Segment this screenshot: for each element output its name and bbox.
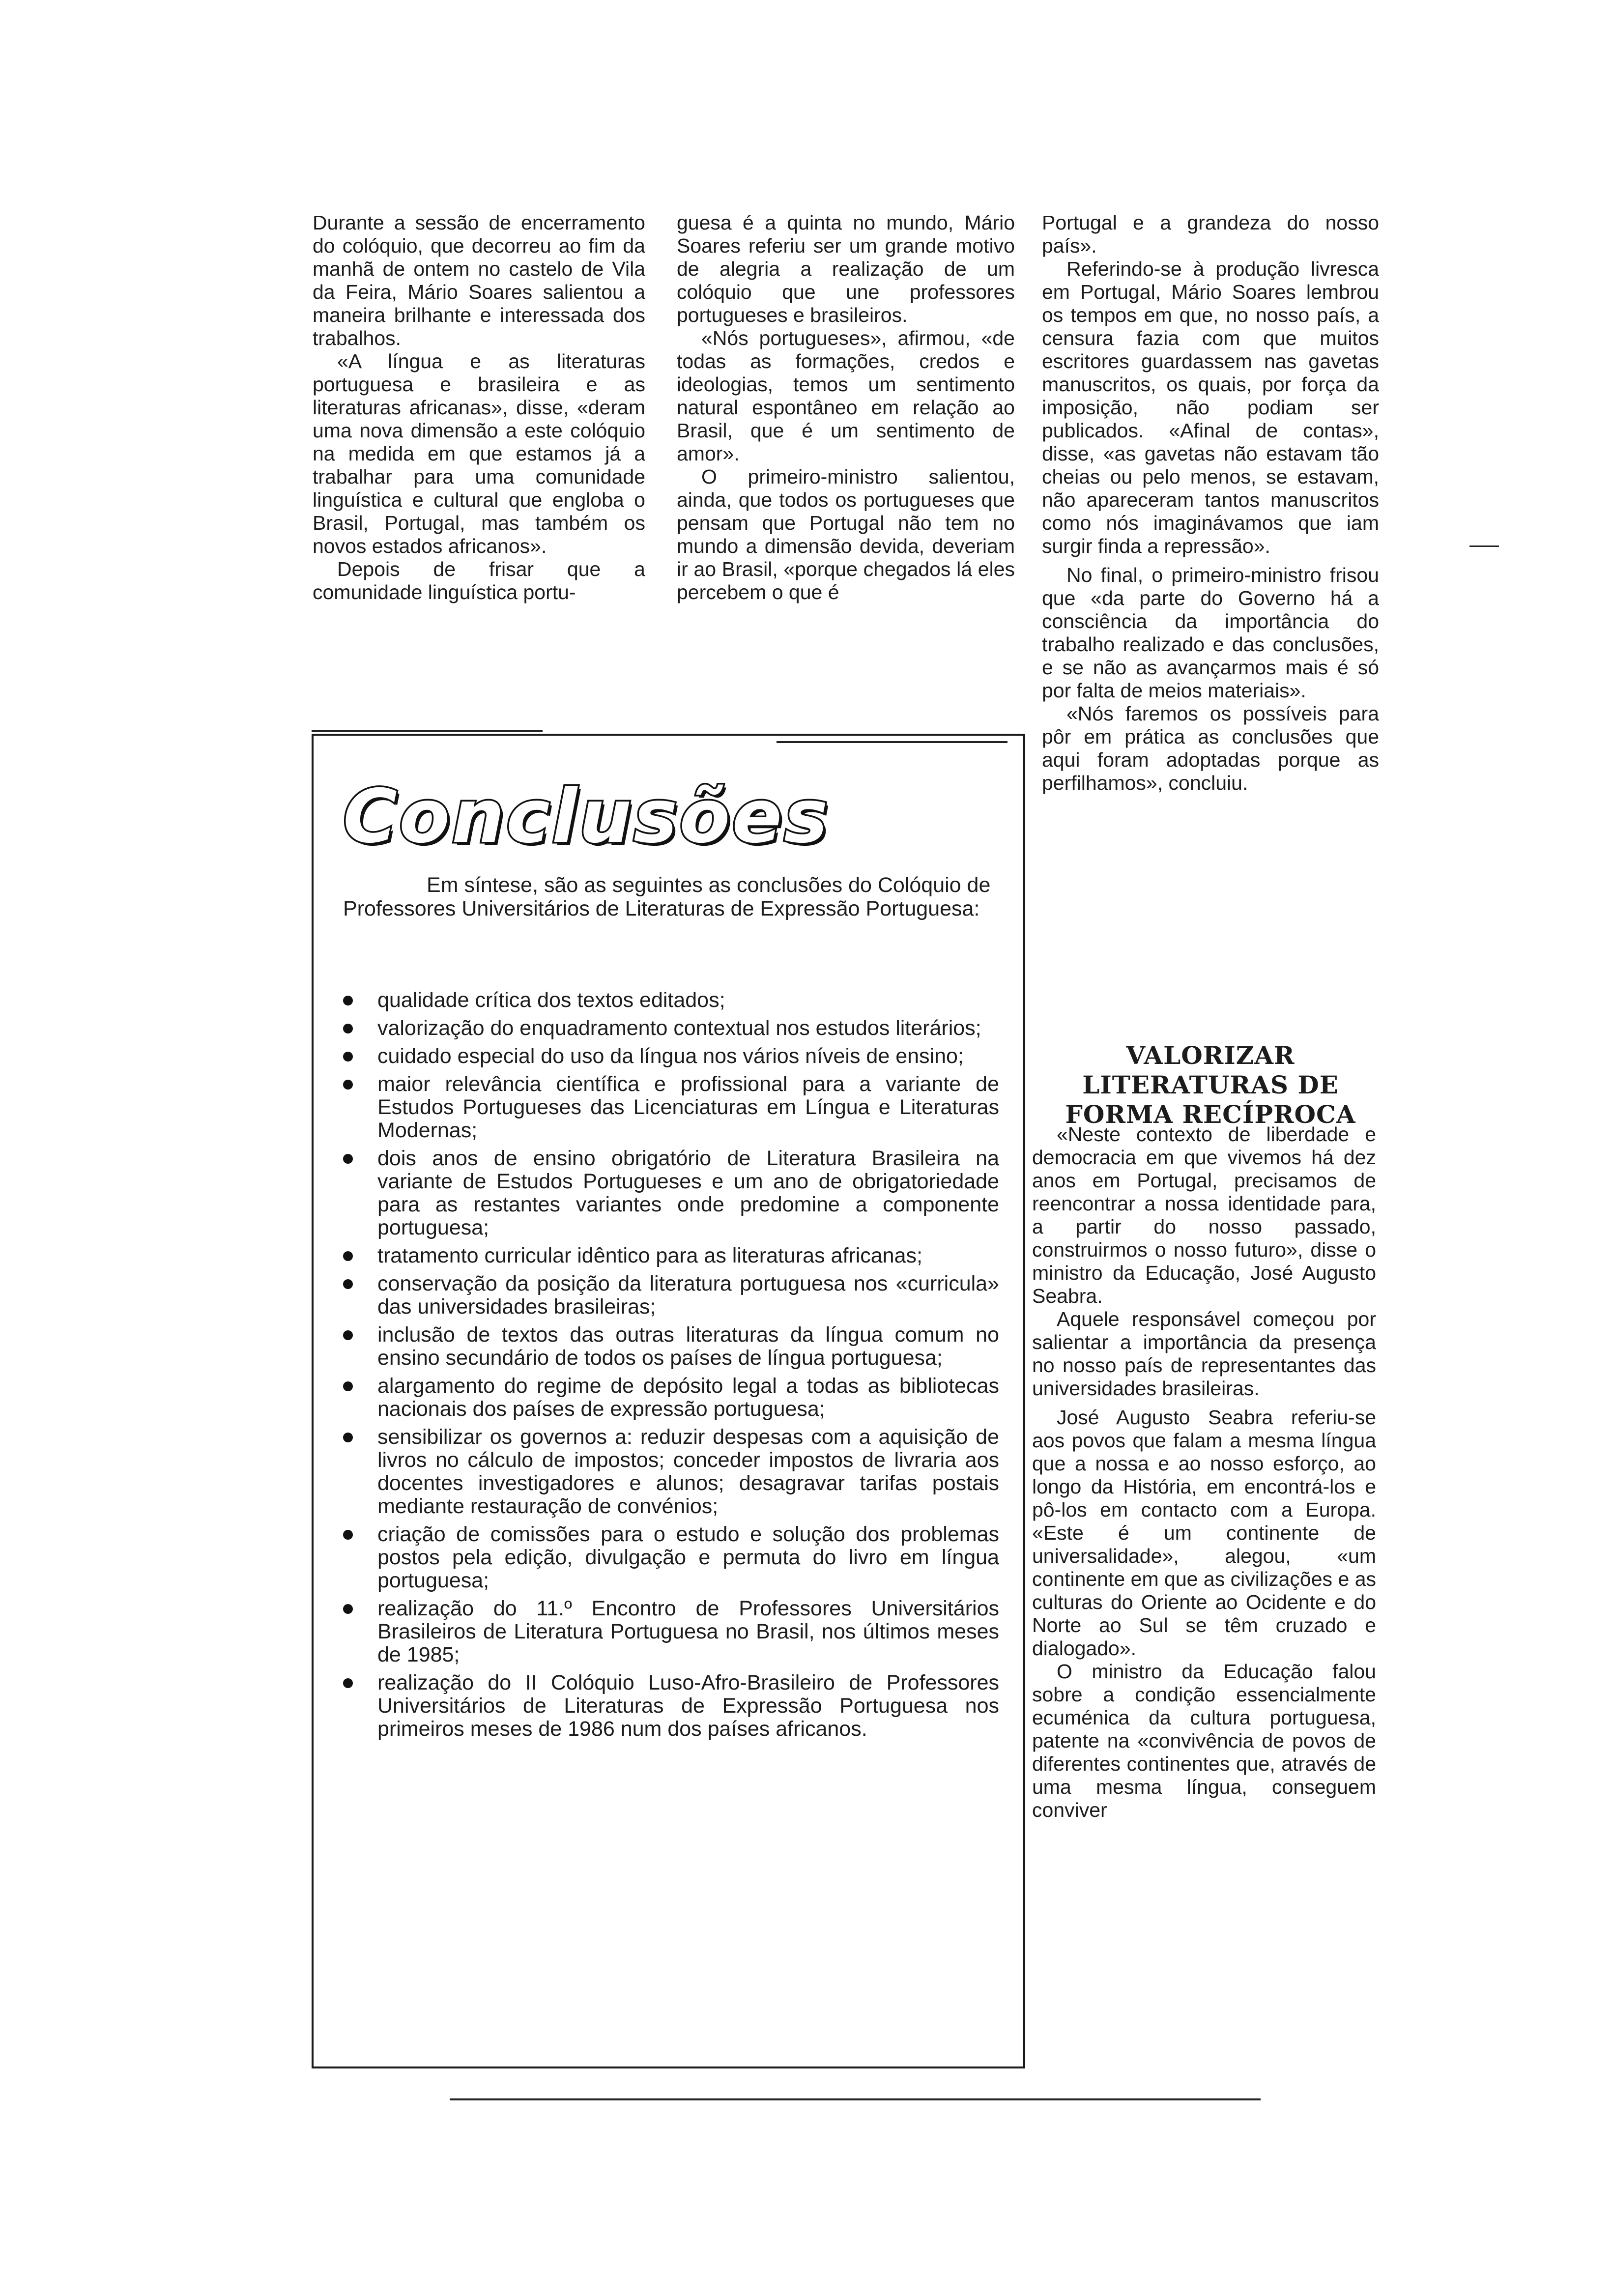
paragraph: «A língua e as literaturas portuguesa e brasileira e as literaturas africanas», disse, «deram uma nova dimensão a este colóquio na medida em que estamos já a trabalhar para uma comunidade linguística e cultural que engloba o Brasil, Portugal, mas também os novos estados africanos». [313, 350, 645, 557]
section-heading: VALORIZAR LITERATURAS DE FORMA RECÍPROCA [1065, 1041, 1356, 1129]
top-rule-right [777, 741, 1008, 743]
bullet-icon [343, 1080, 353, 1090]
list-item: realização do 11.º Encontro de Professores Universitários Brasileiros de Literatura Portuguesa no Brasil, nos últimos meses de 1985; [338, 1597, 999, 1666]
bullet-icon [343, 1251, 353, 1261]
list-item: criação de comissões para o estudo e solução dos problemas postos pela edição, divulgação e permuta do livro em língua portuguesa; [338, 1523, 999, 1592]
paragraph: guesa é a quinta no mundo, Mário Soares referiu ser um grande motivo de alegria a realização de um colóquio que une professores portugueses e brasileiros. [677, 211, 1015, 326]
paragraph: Referindo-se à produção livresca em Portugal, Mário Soares lembrou os tempos em que, no nosso país, a censura fazia com que muitos escritores guardassem nas gavetas manuscritos, os quais, por força da imposição, não podiam ser publicados. «Afinal de contas», disse, «as gavetas não estavam tão cheias ou pelo menos, se estavam, não apareceram tantos manuscritos como nós imaginávamos que iam surgir finda a repressão». [1042, 258, 1379, 557]
list-item: alargamento do regime de depósito legal a todas as bibliotecas nacionais dos países de expressão portuguesa; [338, 1375, 999, 1421]
paragraph: Aquele responsável começou por salientar a importância da presença no nosso país de representantes das universidades brasileiras. [1032, 1308, 1376, 1400]
list-item: sensibilizar os governos a: reduzir despesas com a aquisição de livros no cálculo de impostos; conceder impostos de livraria aos docentes investigadores e alunos; desagravar tarifas postais mediante restauração de convénios; [338, 1426, 999, 1518]
bottom-rule [450, 2098, 1261, 2100]
paragraph: O primeiro-ministro salientou, ainda, que todos os portugueses que pensam que Portugal não tem no mundo a dimensão devida, deveriam ir ao Brasil, «porque chegados lá eles percebem o que é [677, 465, 1015, 603]
list-item: inclusão de textos das outras literaturas da língua comum no ensino secundário de todos os países de língua portuguesa; [338, 1323, 999, 1370]
list-item: tratamento curricular idêntico para as literaturas africanas; [338, 1244, 999, 1267]
bullet-icon [343, 1024, 353, 1033]
conclusions-title: Conclusões [343, 774, 830, 860]
bullet-icon [343, 1154, 353, 1164]
article-column-middle [677, 211, 1015, 604]
list-item: qualidade crítica dos textos editados; [338, 989, 999, 1012]
conclusions-list [338, 989, 999, 1746]
paragraph: «Neste contexto de liberdade e democracia em que vivemos há dez anos em Portugal, precisamos de reencontrar a nossa identidade para, a partir do nosso passado, construirmos o nosso futuro», disse o ministro da Educação, José Augusto Seabra. [1032, 1123, 1376, 1307]
bullet-icon [343, 1052, 353, 1062]
paragraph: O ministro da Educação falou sobre a condição essencialmente ecuménica da cultura portuguesa, patente na «convivência de povos de diferentes continentes que, através de uma mesma língua, conseguem conviver [1032, 1660, 1376, 1821]
paragraph: José Augusto Seabra referiu-se aos povos que falam a mesma língua que a nossa e ao nosso esforço, ao longo da História, em encontrá-los e pô-los em contacto com a Europa. «Este é um continente de universalidade», alegou, «um continente em que as civilizações e as culturas do Oriente ao Ocidente e do Norte ao Sul se têm cruzado e dialogado». [1032, 1406, 1376, 1660]
bullet-icon [343, 1330, 353, 1340]
bullet-icon [343, 1604, 353, 1614]
bullet-icon [343, 1279, 353, 1289]
paragraph: Portugal e a grandeza do nosso país». [1042, 211, 1379, 257]
conclusions-intro: Em síntese, são as seguintes as conclusões do Colóquio de Professores Universitários de Literaturas de Expressão Portuguesa: [343, 873, 991, 920]
bullet-icon [343, 1433, 353, 1442]
list-item: conservação da posição da literatura portuguesa nos «curricula» das universidades brasileiras; [338, 1272, 999, 1319]
bullet-icon [343, 996, 353, 1005]
bullet-icon [343, 1530, 353, 1540]
paragraph: «Nós faremos os possíveis para pôr em prática as conclusões que aqui foram adoptadas porque as perfilhamos», concluiu. [1042, 702, 1379, 794]
paragraph: Durante a sessão de encerramento do colóquio, que decorreu ao fim da manhã de ontem no castelo de Vila da Feira, Mário Soares salientou a maneira brilhante e interessada dos trabalhos. [313, 211, 645, 349]
list-item: dois anos de ensino obrigatório de Literatura Brasileira na variante de Estudos Portugueses e um ano de obrigatoriedade para as restantes variantes onde predomine a componente portuguesa; [338, 1147, 999, 1239]
paragraph: No final, o primeiro-ministro frisou que «da parte do Governo há a consciência da importância do trabalho realizado e das conclusões, e se não as avançarmos mais é só por falta de meios materiais». [1042, 564, 1379, 702]
top-rule-left [312, 730, 543, 732]
conclusions-box [312, 734, 1025, 2068]
article-column-right-lower [1032, 1123, 1376, 1822]
paragraph: Depois de frisar que a comunidade linguística portu- [313, 558, 645, 603]
list-item: cuidado especial do uso da língua nos vários níveis de ensino; [338, 1045, 999, 1068]
margin-dash [1469, 545, 1499, 547]
list-item: maior relevância científica e profissional para a variante de Estudos Portugueses das Licenciaturas em Língua e Literaturas Modernas; [338, 1073, 999, 1142]
list-item: realização do II Colóquio Luso-Afro-Brasileiro de Professores Universitários de Literaturas de Expressão Portuguesa nos primeiros meses de 1986 num dos países africanos. [338, 1671, 999, 1741]
bullet-icon [343, 1381, 353, 1391]
list-item: valorização do enquadramento contextual nos estudos literários; [338, 1017, 999, 1040]
bullet-icon [343, 1678, 353, 1688]
paragraph: «Nós portugueses», afirmou, «de todas as formações, credos e ideologias, temos um sentimento natural espontâneo em relação ao Brasil, que é um sentimento de amor». [677, 327, 1015, 465]
article-column-right [1042, 211, 1379, 795]
article-column-left [313, 211, 645, 604]
